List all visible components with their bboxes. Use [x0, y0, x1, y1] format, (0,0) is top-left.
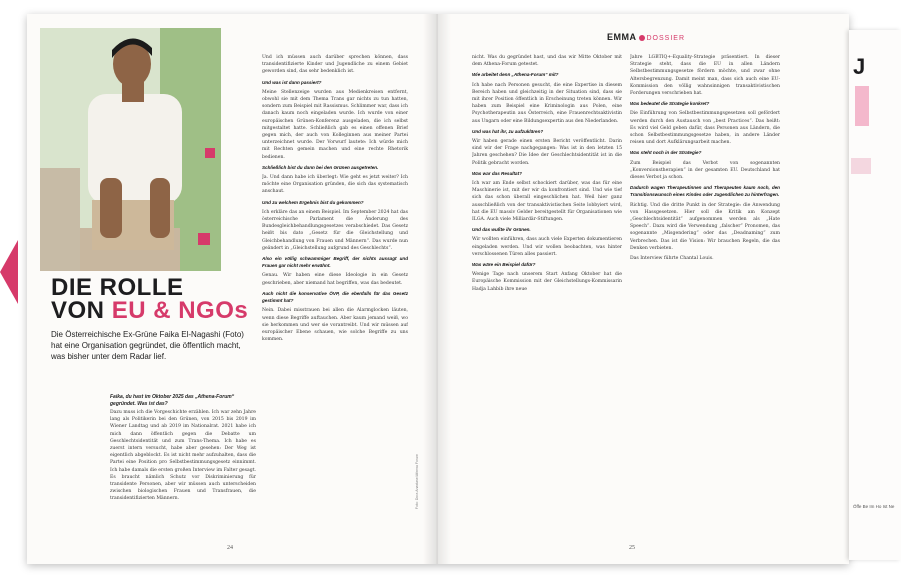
header-dot-icon [639, 35, 645, 41]
interview-question: Und das wußte ihr Grünen. [472, 227, 531, 233]
interview-question: Und zu welchem Ergebnis bist du gekommen? [262, 199, 364, 205]
left-page [27, 14, 437, 564]
header-section: DOSSIER [646, 35, 686, 42]
interview-question: Wie arbeitet denn „Athena-Forum“ mit? [472, 72, 559, 78]
peek-accent-block [855, 86, 869, 126]
interview-answer: Ich war am Ende selbst schockiert darüber, was das für eine Maschinerie ist, mit der wir da konfrontiert sind. Und wie tief sich das schon überall eingeschlichen hat. Weil hier ganz ausschließlich von der transaktivistischen Seite lobbyiert wird, hat die EU massiv Gelder bereitgestellt für Organisationen wie ILGA. Auch viele Milliardär-Stiftungen. [472, 181, 622, 223]
interview-question: Was bedeutet die Strategie konkret? [630, 101, 710, 107]
interview-answer: Meine Stellenzeige wurden aus Medienkreisen entfernt, obwohl sie mit dem Thema Trans gar nichts zu tun hatten, sondern zum Beispiel mit Rassismus. Schlimmer war, dass ich danach kaum noch eingeladen wurde. Ich wurde von einer europäischen Grünen-Konferenz ausgeladen, die ich selbst mitgestaltet hatte. Schließlich gab es einen offenen Brief gegen mich, der auch von Kolleginnen aus meiner Partei unterzeichnet wurde. Der Vorwurf lautete: Ich würde mich mit Rechten gemein machen und eine rechte Rhetorik bedienen. [262, 89, 408, 160]
interview-answer: Ja. Und dann habe ich überlegt: Wie geht es jetzt weiter? Ich möchte eine Organisation gründen, die sich das systematisch anschaut. [262, 175, 408, 195]
intro-question: Faika, du hast im Oktober 2025 das „Athena-Forum“ gegründet. Was ist das? [110, 394, 235, 407]
lead-paragraph: Die Österreichische Ex-Grüne Faika El-Nagashi (Foto) hat eine Organisation gegründet, die öffentlich macht, was bisher unter dem Radar lief. [51, 330, 244, 361]
interview-question: Und was hat ihr, zu aufzuklären? [472, 128, 544, 134]
interview-answer: Richtig. Und die dritte Punkt in der Strategie: die Anwendung von Hassgesetzen. Hier soll die Kritik am Konzept „Geschlechtsidentität“ aufgenommen werden als „Hate Speech“. Dazu wird die Verwendung „falscher“ Pronomen, das sogenannte „Misgendering“ oder das „Deadnaming“ zum Verbrechen. Das ist die Vision: Wir brauchen Regeln, die das Denken verbieten. [630, 202, 780, 251]
interview-answer: Ich erkläre das an einem Beispiel. Im September 2024 hat das österreichische Parlament die Änderung des Bundesgleichbehandlungsgesetzes verabschiedet. Das Gesetz heißt bis dato „Gesetz für die Gleichstellung und Gleichbehandlung von Frauen und Männern“. Das wurde nun geändert in „Gleichstellung aufgrund des Geschlechts“. [262, 209, 408, 251]
interview-answer: nicht. Was du gegründet hast, und das wir Mitte Oktober mit dem Athena-Forum getestet. [472, 55, 622, 68]
interview-question: Und was ist dann passiert? [262, 79, 322, 85]
article-column-1 [110, 409, 256, 541]
interview-answer: Das Interview führte Chantal Louis. [630, 256, 714, 262]
interview-question: Also ein völlig schwammiger Begriff, der nichts aussagt und Frauen gar nicht mehr erwähnt. [262, 256, 408, 269]
interview-answer: Ich habe nach Personen gesucht, die eine Expertise in diesem Bereich haben und gleichzeitig in der Situation sind, dass sie mit ihrer Position öffentlich in Erscheinung treten können. Wir haben zum Beispiel eine Kriminologin aus Polen, eine Psychotherapeutin aus Österreich, eine Frauenrechtsaktivistin aus Ungarn oder eine Bildungsexpertin aus den Niederlanden. [472, 82, 622, 124]
page-header [607, 32, 685, 42]
next-spread-peek [849, 30, 901, 560]
peek-accent-block-2 [851, 158, 871, 174]
right-page [437, 14, 849, 564]
interview-question: Was war das Resultat? [472, 170, 522, 176]
headline-line-2-prefix: VON [51, 297, 112, 324]
headline-line-1: DIE ROLLE [51, 274, 184, 301]
paragraph: Dazu muss ich die Vorgeschichte erzählen. Ich war zehn Jahre lang als Politikerin bei den Grünen, von 2015 bis 2019 im Wiener Landtag und ab 2019 im Nationalrat. 2021 habe ich mich dann öffentlich gegen die Debatte um Geschlechtsidentität und zum Trans-Thema. Ich habe es zuerst intern versucht, habe aber gesehen: Der Weg ist eigentlich abgeblockt. Es ist nicht mehr aufzuhalten, dass die Partei eine Position pro Selbstbestimmungsgesetz einnimmt. Ich habe damals die ersten großen Interview im Falter gesagt. Es braucht nämlich Schutz vor Diskriminierung für transidente Personen, aber wir müssen auch unterscheiden zwischen biologischen Frauen und Transfrauen, die transidentifizierten Männern. [110, 410, 256, 502]
interview-answer: Zum Beispiel das Verbot von sogenannten „Konversionstherapien“ in der gesamten EU. Deutschland hat dieses Verbot ja schon. [630, 160, 780, 181]
headline [51, 276, 248, 322]
page-number-left: 24 [227, 545, 233, 551]
headline-line-2 [51, 299, 248, 322]
interview-answer: Die Einführung von Selbstbestimmungsgesetzen soll gefördert werden durch den Austausch von „best Practices“. Das heißt: Es wird viel Geld geben dafür, dass Personen aus Ländern, die schon Selbstbestimmungsgesetze haben, in andere Länder reisen und dort Aufklärungsarbeit machen. [630, 111, 780, 146]
interview-question: Auch nicht die konservative ÖVP, die ebenfalls für das Gesetz gestimmt hat? [262, 290, 408, 304]
headline-accent: EU & NGOs [111, 297, 249, 324]
interview-answer: Wir haben gerade einen ersten Bericht veröffentlicht. Darin sind wir der Frage nachgegangen: Was ist in den letzten 15 Jahren geschehen? Die Idee der Geschlechtsidentität ist in die Politik gebracht worden. [472, 139, 622, 166]
portrait-photo [40, 28, 221, 271]
interview-question: Was steht noch in der Strategie? [630, 150, 702, 156]
interview-question: Schließlich bist du dann bei den Grünen ausgetreten. [262, 164, 379, 170]
photo-credit: Foto: Dora Anastase/Athena Forum [415, 454, 419, 510]
peek-big-letter: J [853, 54, 866, 79]
page-gutter [423, 14, 451, 564]
interview-answer: Jahre LGBTIQ+-Equality-Strategie präsentiert. In dieser Strategie steht, dass die EU in allen Ländern Selbstbestimmungsgesetze fördern möchte, und zwar ohne Altersbegrenzung. Damit meint man, dass sich auch eine EU-Kommission den völlig wahnsinnigen transaktivistischen Forderungen verschrieben hat. [630, 55, 780, 97]
interview-answer: Genau. Wir haben eine diese Ideologie in ein Gesetz geschrieben, aber niemand hat begriffen, was das bedeutet. [262, 273, 408, 286]
interview-answer: Und ich müssen auch darüber sprechen können, dass transidentifizierte Kinder und Jugendliche zu einem Gebiet geworden sind, das sehr bedenklich ist. [262, 55, 408, 75]
interview-question: Was wäre ein Beispiel dafür? [472, 262, 536, 268]
magazine-spread [27, 14, 849, 564]
article-column-4 [630, 54, 780, 541]
header-brand: EMMA [607, 32, 637, 42]
article-column-3 [472, 54, 622, 541]
interview-answer: Wir wollten einführen, dass auch viele Experten dokumentieren eingeladen werden. Und wir wollen beobachten, was hinter verschlossenen Türen alles passiert. [472, 237, 622, 257]
page-number-right: 25 [629, 545, 635, 551]
article-column-2 [262, 54, 408, 541]
previous-page-arrow-icon[interactable] [0, 240, 18, 304]
interview-answer: Wenige Tage nach unserem Start Anfang Oktober hat die Europäische Kommission mit der Gleichstellungs-Kommissarin Hadja Lahbib ihre neue [472, 272, 622, 292]
interview-question: Dadurch wagen Therapeutinnen und Therapeuten kaum noch, den Transitionswunsch eines Kindes oder Jugendlichen zu hinterfragen. [630, 185, 780, 198]
peek-footer-text: Öffe Be Im Ho Ist Ne [853, 504, 895, 509]
interview-answer: Nein. Dabei misstrauen bei allen die Alarmglocken läuten, wenn diese Begriffe auftauchen. Aber kaum jemand weiß, wo sie herkommen und wer sie vorantreibt. Und wir müssen auf europäischer Ebene schauen, wie solche Begriffe zu uns kommen. [262, 308, 408, 343]
